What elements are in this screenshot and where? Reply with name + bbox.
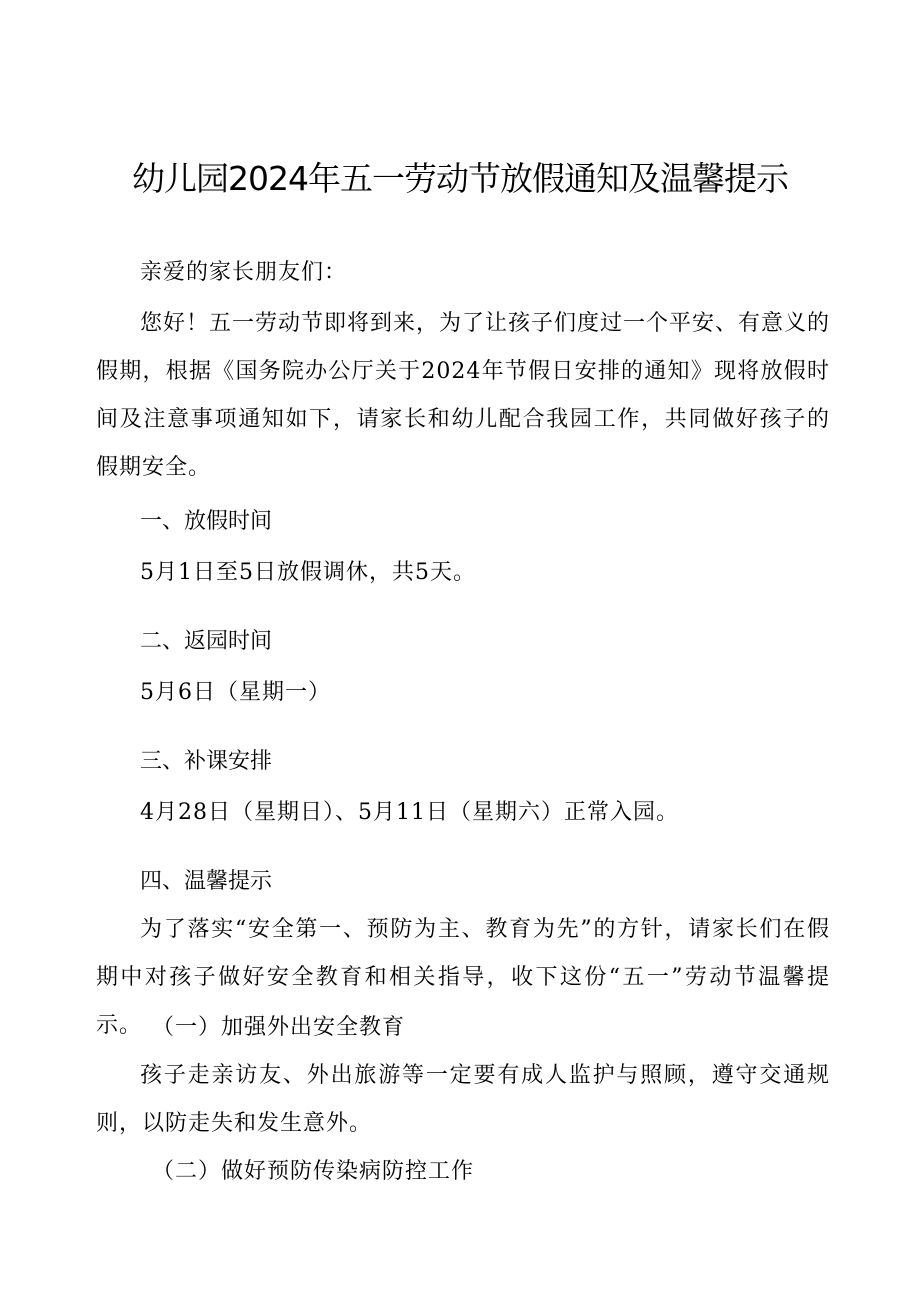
section-heading-makeup-classes: 三、补课安排 — [140, 749, 273, 774]
greeting: 亲爱的家长朋友们： — [140, 260, 348, 285]
section-heading-holiday-time: 一、放假时间 — [140, 509, 273, 534]
intro-paragraph: 您好！五一劳动节即将到来，为了让孩子们度过一个平安、有意义的假期，根据《国务院办公厅关于2024年节假日安排的通知》现将放假时间及注意事项通知如下，请家长和幼儿配合我园工作，共同做好孩子的假期安全。 — [96, 311, 831, 480]
section-content-makeup-classes: 4月28日（星期日）、5月11日（星期六）正常入园。 — [140, 800, 679, 825]
section-content-holiday-time: 5月1日至5日放假调休，共5天。 — [140, 560, 476, 585]
section-content-warm-tips: 为了落实“安全第一、预防为主、教育为先”的方针，请家长们在假期中对孩子做好安全教育和相关指导，收下这份“五一”劳动节温馨提示。 — [96, 917, 830, 1038]
subsection-heading-outing-safety: （一）加强外出安全教育 — [152, 1015, 406, 1040]
document-title: 幼儿园2024年五一劳动节放假通知及温馨提示 — [132, 159, 788, 198]
section-heading-warm-tips: 四、温馨提示 — [140, 869, 273, 894]
subsection-content-outing-safety: 孩子走亲访友、外出旅游等一定要有成人监护与照顾，遵守交通规则，以防走失和发生意外。 — [96, 1063, 830, 1136]
section-heading-return-time: 二、返园时间 — [140, 629, 273, 654]
section-content-return-time: 5月6日（星期一） — [140, 680, 331, 705]
subsection-heading-disease-prevention: （二）做好预防传染病防控工作 — [152, 1159, 475, 1184]
